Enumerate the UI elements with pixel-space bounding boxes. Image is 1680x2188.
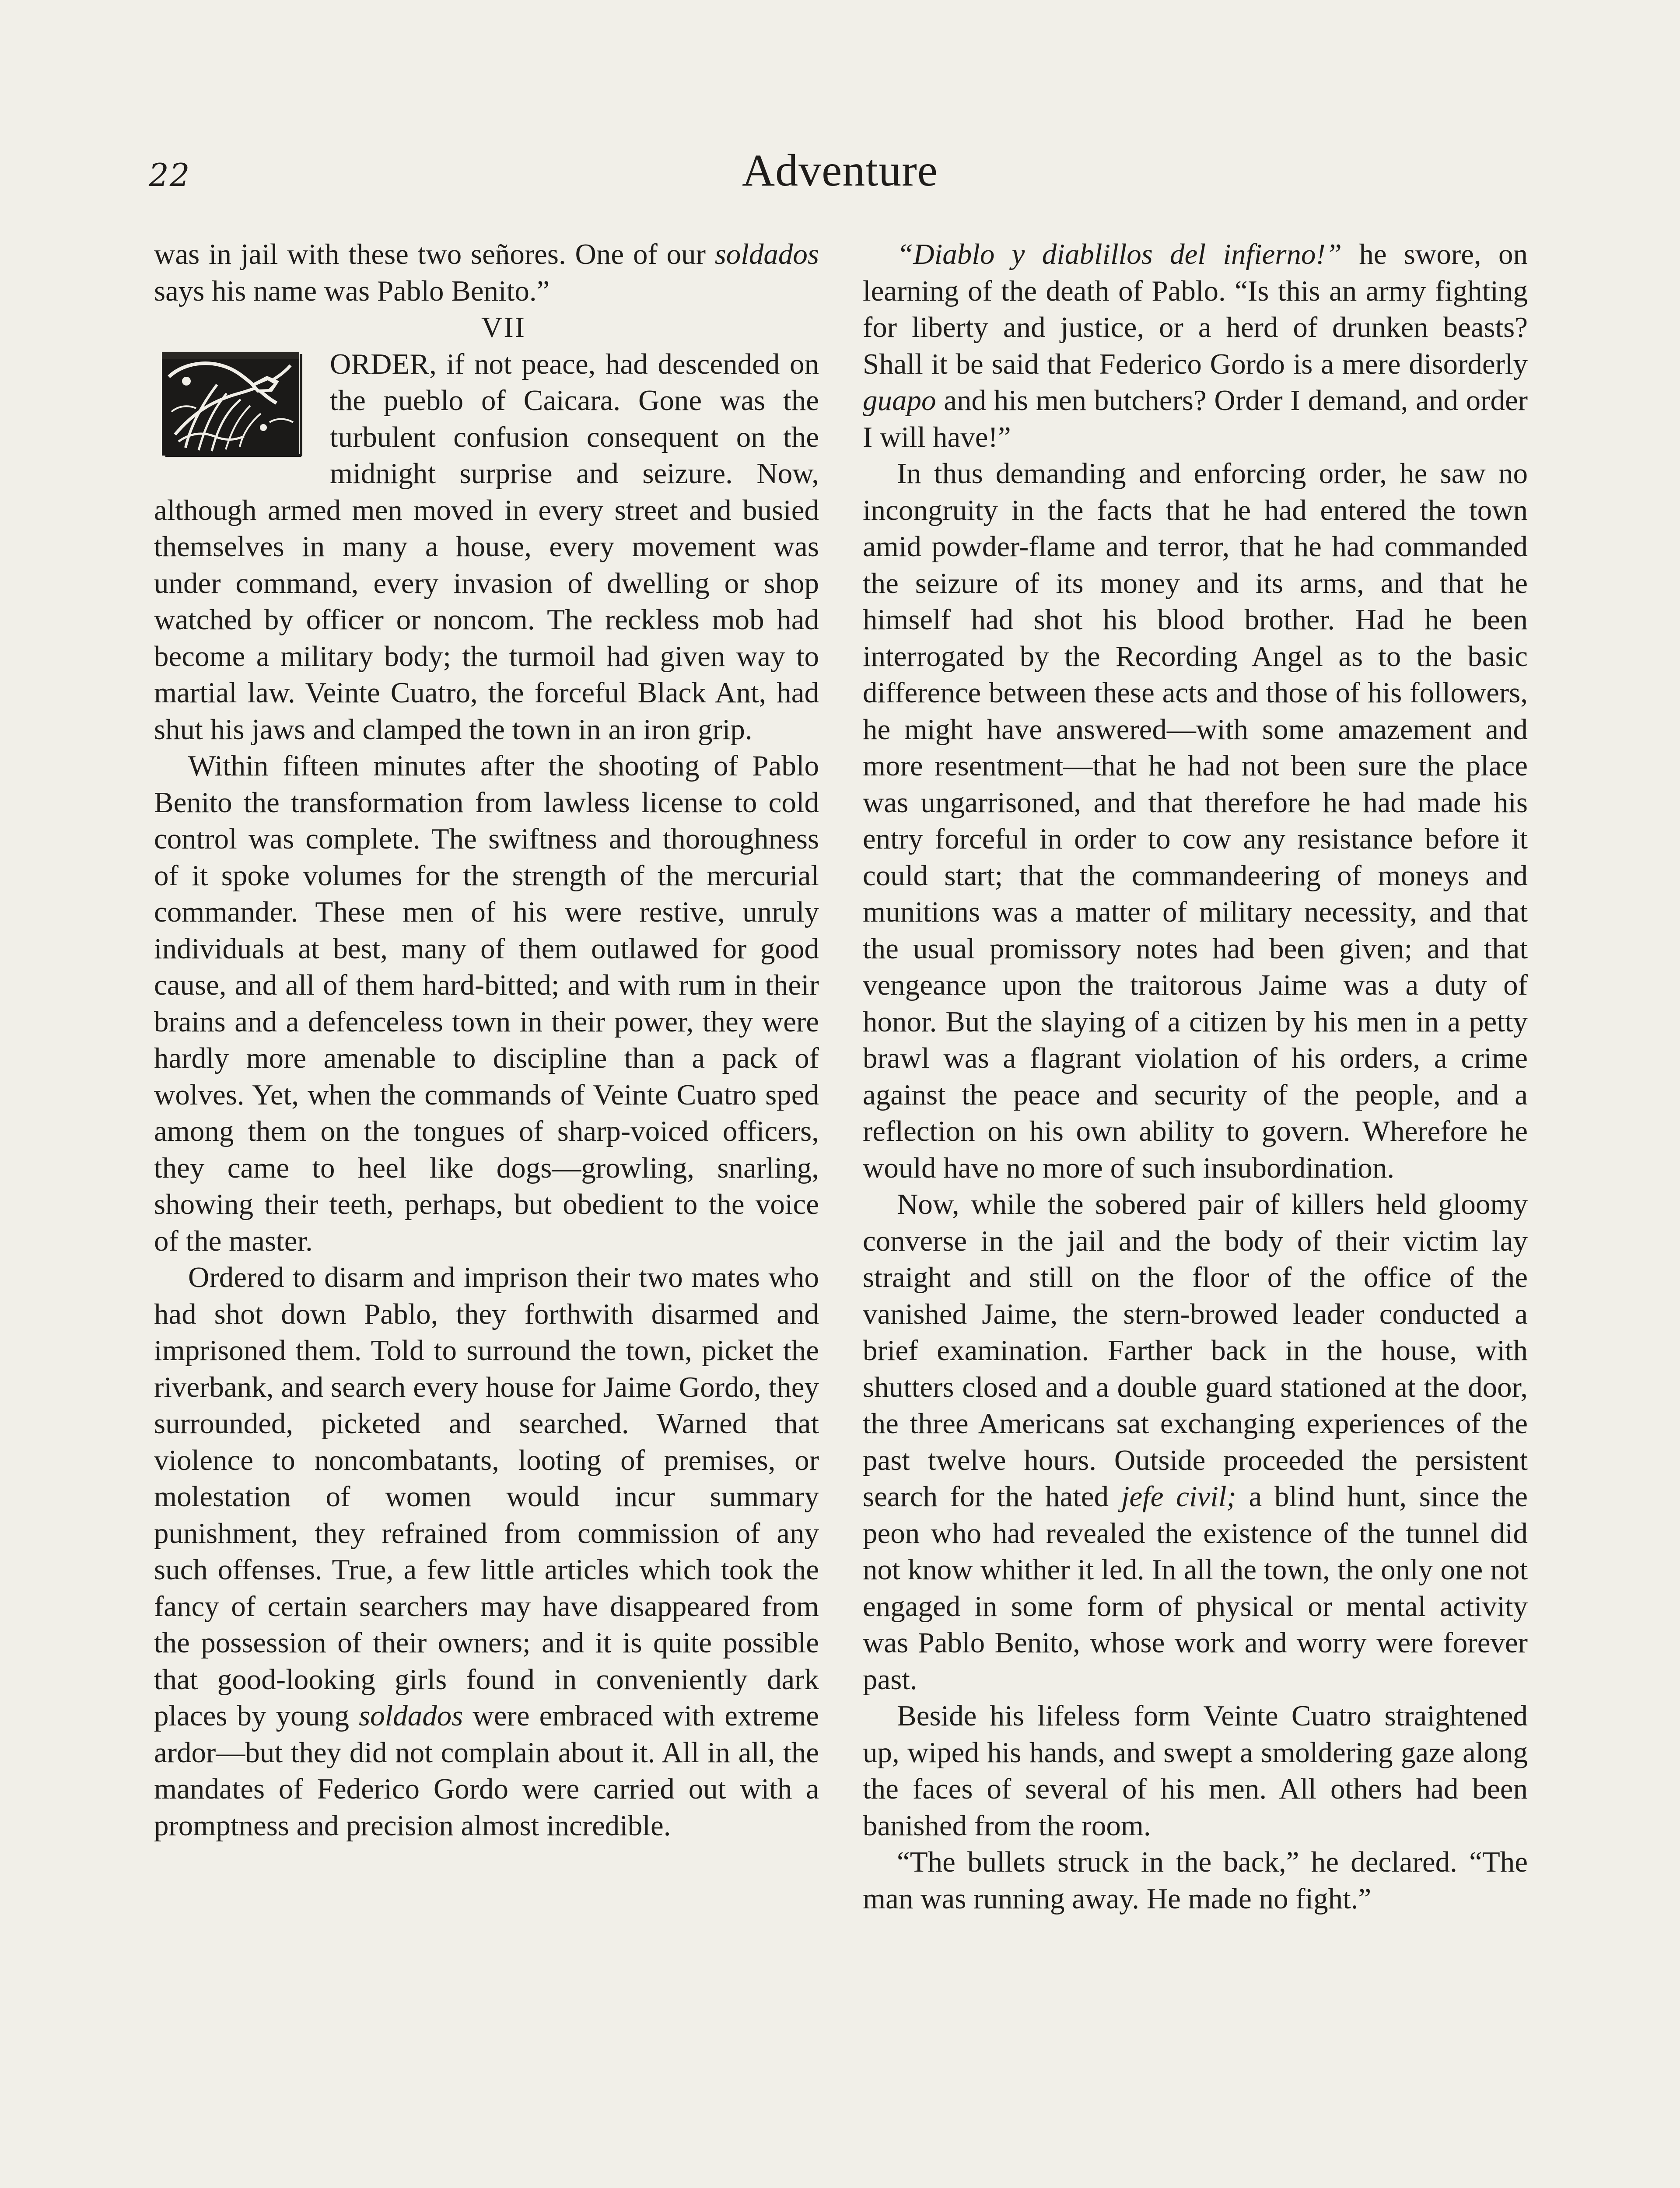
body-text: and his men butchers? Order I demand, and order I will have!” bbox=[863, 384, 1528, 453]
section-opening-paragraph bbox=[154, 346, 819, 748]
page-number: 22 bbox=[149, 157, 191, 193]
right-column bbox=[863, 236, 1528, 1917]
section-heading: VII bbox=[481, 311, 526, 344]
left-column bbox=[154, 236, 819, 1844]
continuation-text-1: was in jail with these two señores. One of our bbox=[154, 238, 715, 270]
body-text: Ordered to disarm and imprison their two mates who had shot down Pablo, they forthwith disarmed and imprisoned them. Told to surround the town, picket the riverbank, and search every house for Jaime Gordo, they surrounded, picketed and searched. Warned that violence to noncombatants, looting of premises, or molestation of women would incur summary punishment, they refrained from commission of any such offenses. True, a few little articles which took the fancy of certain searchers may have disappeared from the possession of their owners; and it is quite possible that good-looking girls found in conveniently dark places by young bbox=[154, 1261, 819, 1732]
body-text: were embraced with extreme ardor—but they did not complain about it. All in all, the mandates of Federico Gordo were carried out with a promptness and precision almost incredible. bbox=[154, 1700, 819, 1842]
continuation-text-2: says his name was Pablo Benito.” bbox=[154, 274, 550, 307]
continuation-paragraph bbox=[154, 236, 819, 309]
body-text: he swore, on learning of the death of Pablo. “Is this an army fighting for liberty and justice, or a herd of drunken beasts? Shall it be said that Federico Gordo is a mere disorderly bbox=[863, 238, 1528, 380]
ornamental-initial-O-icon bbox=[154, 348, 312, 463]
section-first-word: ORDER, bbox=[330, 347, 437, 380]
dropcap-ornament bbox=[154, 348, 312, 463]
italic-word: guapo bbox=[863, 384, 936, 417]
italic-word: soldados bbox=[359, 1700, 463, 1732]
body-paragraph bbox=[154, 1259, 819, 1844]
body-text: a blind hunt, since the peon who had revealed the existence of the tunnel did not know whither it led. In all the town, the only one not engaged in some form of physical or mental activity was Pablo Benito, whose work and worry were forever past. bbox=[863, 1480, 1528, 1696]
body-paragraph: “The bullets struck in the back,” he declared. “The man was running away. He made no fight.” bbox=[863, 1846, 1528, 1915]
magazine-title: Adventure bbox=[742, 145, 938, 196]
body-text: Now, while the sobered pair of killers held gloomy converse in the jail and the body of their victim lay straight and still on the floor of the office of the vanished Jaime, the stern-browed leader conducted a brief examination. Farther back in the house, with shutters closed and a double guard stationed at the door, the three Americans sat exchanging experiences of the past twelve hours. Outside proceeded the persistent search for the hated bbox=[863, 1188, 1528, 1513]
continuation-italic-word: soldados bbox=[714, 238, 819, 270]
body-paragraph: Beside his lifeless form Veinte Cuatro straightened up, wiped his hands, and swept a smoldering gaze along the faces of several of his men. All others had been banished from the room. bbox=[863, 1700, 1528, 1842]
body-paragraph: Within fifteen minutes after the shooting of Pablo Benito the transformation from lawless license to cold control was complete. The swiftness and thoroughness of it spoke volumes for the strength of the mercurial commander. These men of his were restive, unruly individuals at best, many of them outlawed for good cause, and all of them hard-bitted; and with rum in their brains and a defenceless town in their power, they were hardly more amenable to discipline than a pack of wolves. Yet, when the commands of Veinte Cuatro sped among them on the tongues of sharp-voiced officers, they came to heel like dogs—growling, snarling, showing their teeth, perhaps, but obedient to the voice of the master. bbox=[154, 750, 819, 1257]
body-paragraph bbox=[863, 1186, 1528, 1698]
italic-exclamation: “Diablo y diablillos del infierno!” bbox=[897, 238, 1342, 270]
section-opening-text: if not peace, had descended on the pueblo of Caicara. Gone was the turbulent confusion consequent on the midnight surprise and seizure. Now, although armed men moved in every street and busied themselves in many a house, every movement was under command, every invasion of dwelling or shop watched by officer or noncom. The reckless mob had become a military body; the turmoil had given way to martial law. Veinte Cuatro, the forceful Black Ant, had shut his jaws and clamped the town in an iron grip. bbox=[154, 347, 819, 746]
running-head bbox=[149, 144, 1531, 206]
italic-phrase: jefe civil; bbox=[1121, 1480, 1236, 1513]
body-paragraph: In thus demanding and enforcing order, he saw no incongruity in the facts that he had entered the town amid powder-flame and terror, that he had commanded the seizure of its money and its arms, and that he himself had shot his blood brother. Had he been interrogated by the Recording Angel as to the basic difference between these acts and those of his followers, he might have answered—with some amazement and more resentment—that he had not been sure the place was ungarrisoned, and that therefore he had made his entry forceful in order to cow any resistance before it could start; that the commandeering of moneys and munitions was a matter of military necessity, and that the usual promissory notes had been given; and that vengeance upon the traitorous Jaime was a duty of honor. But the slaying of a citizen by his men in a petty brawl was a flagrant violation of his orders, a crime against the peace and security of the people, and a reflection on his own ability to govern. Wherefore he would have no more of such insubordination. bbox=[863, 457, 1528, 1184]
quote-paragraph bbox=[863, 236, 1528, 456]
